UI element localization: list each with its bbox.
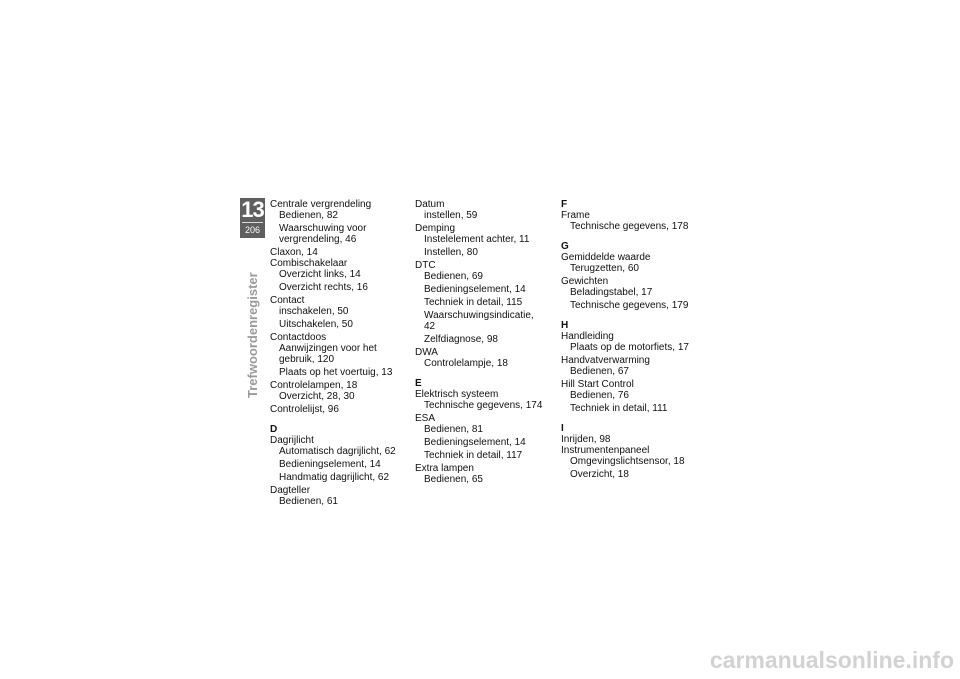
index-subentry: Bedienen, 69: [424, 271, 483, 282]
index-subentry: Bedienen, 76: [570, 390, 629, 401]
index-subentry: Uitschakelen, 50: [279, 319, 353, 330]
index-letter-heading: I: [561, 423, 564, 434]
watermark-text: carmanualsonline.info: [709, 647, 954, 673]
index-term: DWA: [415, 347, 438, 358]
index-subentry: Instelelement achter, 11: [424, 234, 530, 245]
index-column-1: [270, 199, 400, 509]
index-letter-heading: G: [561, 241, 569, 252]
index-term: Controlelampen, 18: [270, 380, 358, 391]
index-term: Hill Start Control: [561, 379, 634, 390]
index-term: Frame: [561, 210, 590, 221]
index-subentry: Waarschuwing voor vergrendeling, 46: [279, 223, 367, 245]
index-subentry: Bedienen, 67: [570, 366, 629, 377]
index-subentry: Bedienen, 61: [279, 496, 338, 507]
index-subentry: Automatisch dagrijlicht, 62: [279, 446, 396, 457]
chapter-number: 13: [241, 197, 264, 222]
index-subentry: Overzicht, 18: [570, 469, 629, 480]
index-subentry: Plaats op het voertuig, 13: [279, 367, 393, 378]
index-term: Handvatverwarming: [561, 355, 650, 366]
index-term: Gewichten: [561, 276, 609, 287]
index-subentry: Terugzetten, 60: [570, 263, 639, 274]
index-subentry: Overzicht rechts, 16: [279, 282, 368, 293]
index-term: Inrijden, 98: [561, 434, 611, 445]
index-subentry: Aanwijzingen voor het gebruik, 120: [279, 343, 377, 365]
index-term: DTC: [415, 260, 436, 271]
index-subentry: Technische gegevens, 179: [570, 300, 689, 311]
index-column-2: [415, 199, 545, 487]
index-term: Extra lampen: [415, 463, 474, 474]
index-term: Controlelijst, 96: [270, 404, 339, 415]
index-subentry: Omgevingslichtsensor, 18: [570, 456, 685, 467]
index-letter-heading: H: [561, 320, 569, 331]
index-term: Elektrisch systeem: [415, 389, 499, 400]
index-subentry: Plaats op de motorfiets, 17: [570, 342, 689, 353]
index-letter-heading: E: [415, 378, 422, 389]
index-subentry: Bedieningselement, 14: [424, 437, 526, 448]
chapter-tab: [240, 198, 265, 238]
index-subentry: Controlelampje, 18: [424, 358, 508, 369]
index-letter-heading: F: [561, 199, 568, 210]
index-subentry: Bedieningselement, 14: [279, 459, 381, 470]
index-subentry: Beladingstabel, 17: [570, 287, 653, 298]
index-subentry: instellen, 59: [424, 210, 478, 221]
index-term: Dagrijlicht: [270, 435, 314, 446]
index-subentry: Bedieningselement, 14: [424, 284, 526, 295]
index-term: Contactdoos: [270, 332, 327, 343]
index-column-3: [561, 199, 691, 482]
index-subentry: Bedienen, 65: [424, 474, 483, 485]
index-term: ESA: [415, 413, 436, 424]
index-term: Centrale vergrendeling: [270, 199, 372, 210]
index-subentry: inschakelen, 50: [279, 306, 349, 317]
index-subentry: Technische gegevens, 174: [424, 400, 543, 411]
index-term: Gemiddelde waarde: [561, 252, 651, 263]
chapter-divider: [242, 222, 263, 223]
index-term: Handleiding: [561, 331, 614, 342]
index-term: Claxon, 14: [270, 247, 318, 258]
index-subentry: Waarschuwingsindicatie, 42: [424, 310, 534, 332]
index-term: Instrumentenpaneel: [561, 445, 650, 456]
index-subentry: Bedienen, 82: [279, 210, 338, 221]
page-number: 206: [244, 225, 261, 235]
index-letter-heading: D: [270, 424, 278, 435]
index-subentry: Handmatig dagrijlicht, 62: [279, 472, 390, 483]
index-term: Dagteller: [270, 485, 311, 496]
index-subentry: Techniek in detail, 111: [570, 403, 668, 414]
index-subentry: Instellen, 80: [424, 247, 478, 258]
index-subentry: Zelfdiagnose, 98: [424, 334, 498, 345]
index-subentry: Techniek in detail, 115: [424, 297, 523, 308]
section-side-title: Trefwoordenregister: [245, 272, 260, 398]
index-subentry: Bedienen, 81: [424, 424, 483, 435]
index-term: Contact: [270, 295, 305, 306]
index-term: Demping: [415, 223, 456, 234]
index-term: Datum: [415, 199, 445, 210]
index-subentry: Technische gegevens, 178: [570, 221, 689, 232]
index-subentry: Techniek in detail, 117: [424, 450, 523, 461]
index-subentry: Overzicht links, 14: [279, 269, 361, 280]
index-subentry: Overzicht, 28, 30: [279, 391, 355, 402]
index-term: Combischakelaar: [270, 258, 348, 269]
